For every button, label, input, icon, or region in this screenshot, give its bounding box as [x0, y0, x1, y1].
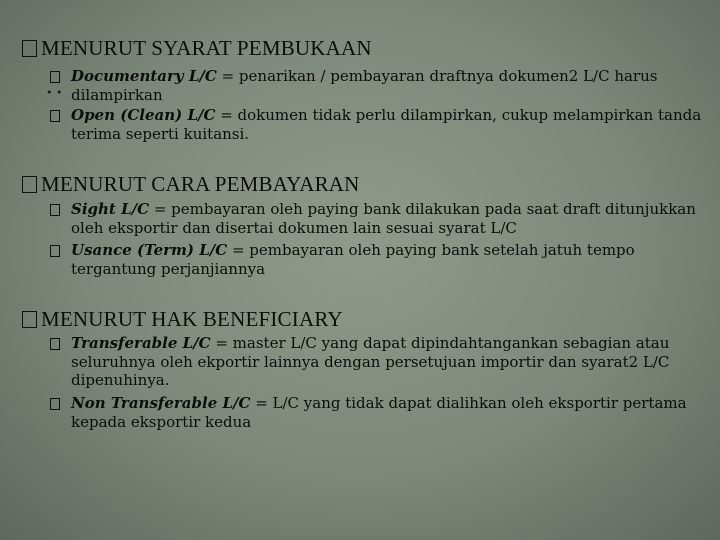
item-description: = L/C yang tidak dapat dialihkan oleh eksportir pertama kepada eksportir kedua [71, 394, 687, 431]
checkbox-bullet-icon [50, 398, 60, 410]
section-title: MENURUT SYARAT PEMBUKAAN [41, 36, 372, 60]
list-item-documentary-lc [52, 67, 702, 104]
stray-marker: • • [46, 86, 63, 99]
item-term: Usance (Term) L/C [71, 241, 228, 259]
list-item-open-clean-lc [52, 106, 702, 143]
list-item-transferable-lc [52, 334, 702, 390]
checkbox-bullet-icon [22, 40, 37, 57]
item-term: Open (Clean) L/C [71, 106, 216, 124]
checkbox-bullet-icon [50, 71, 60, 83]
checkbox-bullet-icon [50, 245, 60, 257]
item-description: = penarikan / pembayaran draftnya dokumen2 L/C harus dilampirkan [71, 67, 658, 104]
section-title: MENURUT HAK BENEFICIARY [41, 307, 343, 331]
list-item-usance-lc [52, 241, 702, 278]
section-heading-syarat-pembukaan [22, 36, 372, 61]
item-description: = pembayaran oleh paying bank dilakukan pada saat draft ditunjukkan oleh eksportir dan disertai dokumen lain sesuai syarat L/C [71, 200, 696, 237]
checkbox-bullet-icon [22, 311, 37, 328]
checkbox-bullet-icon [50, 110, 60, 122]
checkbox-bullet-icon [50, 204, 60, 216]
item-description: = dokumen tidak perlu dilampirkan, cukup melampirkan tanda terima seperti kuitansi. [71, 106, 702, 143]
checkbox-bullet-icon [50, 338, 60, 350]
item-description: = pembayaran oleh paying bank setelah jatuh tempo tergantung perjanjiannya [71, 241, 635, 278]
checkbox-bullet-icon [22, 176, 37, 193]
item-description: = master L/C yang dapat dipindahtangankan sebagian atau seluruhnya oleh ekportir lainnya dengan persetujuan importir dan syarat2 L/C dipenuhinya. [71, 334, 670, 389]
list-item-non-transferable-lc [52, 394, 702, 431]
item-term: Documentary L/C [71, 67, 217, 85]
section-title: MENURUT CARA PEMBAYARAN [41, 172, 360, 196]
item-term: Sight L/C [71, 200, 150, 218]
item-term: Transferable L/C [71, 334, 211, 352]
list-item-sight-lc [52, 200, 702, 237]
item-term: Non Transferable L/C [71, 394, 251, 412]
section-heading-hak-beneficiary [22, 307, 343, 332]
section-heading-cara-pembayaran [22, 172, 360, 197]
